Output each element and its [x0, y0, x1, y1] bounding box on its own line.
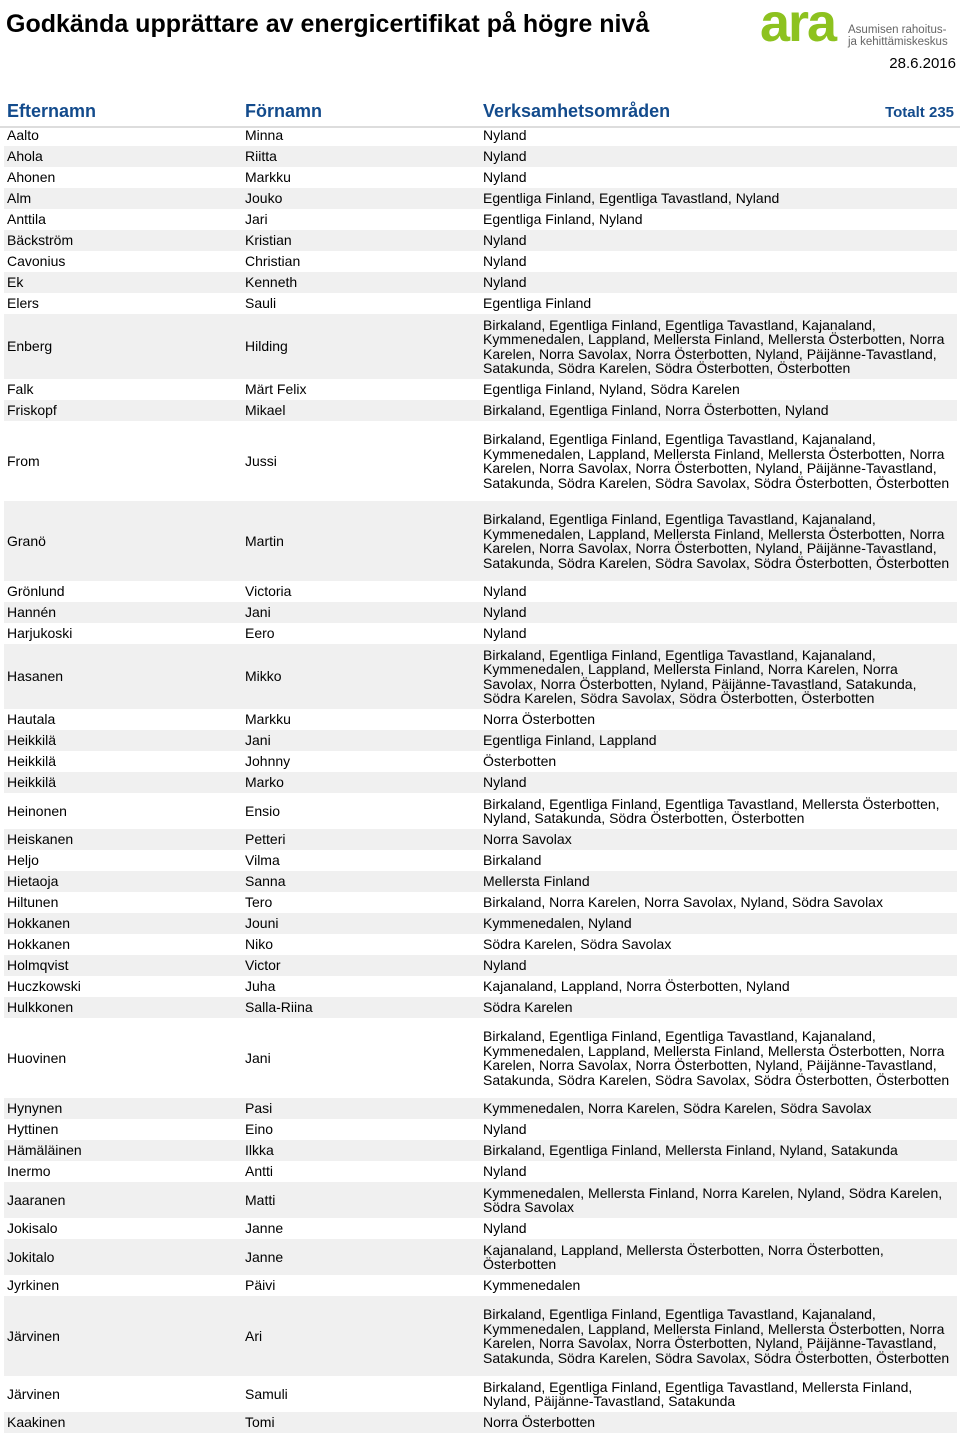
lastname-cell: Jyrkinen [7, 1277, 60, 1294]
table-row [4, 751, 957, 772]
areas-cell: Kymmenedalen, Norra Karelen, Södra Karelen, Södra Savolax [483, 1100, 872, 1117]
firstname-cell: Martin [245, 532, 284, 549]
firstname-cell: Tomi [245, 1414, 275, 1431]
areas-cell: Nyland [483, 625, 527, 642]
table-row [4, 1218, 957, 1239]
areas-cell: Birkaland, Egentliga Finland, Norra Österbotten, Nyland [483, 402, 829, 419]
firstname-cell: Tero [245, 894, 273, 911]
lastname-cell: Bäckström [7, 232, 74, 249]
areas-cell: Birkaland, Norra Karelen, Norra Savolax, Nyland, Södra Savolax [483, 894, 883, 911]
table-row [4, 772, 957, 793]
table-row [4, 293, 957, 314]
areas-cell: Egentliga Finland, Egentliga Tavastland, Nyland [483, 190, 780, 207]
table-row [4, 793, 957, 829]
table-row [4, 1376, 957, 1412]
table-row [4, 829, 957, 850]
firstname-cell: Jani [245, 732, 271, 749]
firstname-cell: Johnny [245, 753, 291, 770]
areas-cell: Kymmenedalen, Nyland [483, 915, 632, 932]
table-row [4, 251, 957, 272]
table-row [4, 167, 957, 188]
lastname-cell: Hiltunen [7, 894, 59, 911]
areas-cell: Nyland [483, 774, 527, 791]
lastname-cell: Ahonen [7, 169, 56, 186]
lastname-cell: Hulkkonen [7, 999, 74, 1016]
firstname-cell: Niko [245, 936, 274, 953]
table-header [0, 98, 960, 128]
document-date: 28.6.2016 [889, 55, 956, 72]
areas-cell: Egentliga Finland, Lappland [483, 732, 657, 749]
table-row [4, 379, 957, 400]
firstname-cell: Märt Felix [245, 381, 307, 398]
table-row [4, 871, 957, 892]
table-row [4, 1161, 957, 1182]
table-row [4, 1275, 957, 1296]
firstname-cell: Janne [245, 1220, 284, 1237]
table-row [4, 1098, 957, 1119]
table-row [4, 1119, 957, 1140]
lastname-cell: Järvinen [7, 1327, 60, 1344]
lastname-cell: Hokkanen [7, 936, 71, 953]
firstname-cell: Victoria [245, 583, 292, 600]
areas-cell: Egentliga Finland [483, 295, 592, 312]
areas-cell: Kymmenedalen, Mellersta Finland, Norra Karelen, Nyland, Södra Karelen, Södra Savolax [483, 1184, 943, 1215]
areas-cell: Birkaland, Egentliga Finland, Egentliga Tavastland, Mellersta Finland, Nyland, Päijänne-Tavastland, Satakunda [483, 1378, 913, 1409]
areas-cell: Birkaland, Egentliga Finland, Mellersta Finland, Nyland, Satakunda [483, 1142, 898, 1159]
areas-cell: Birkaland, Egentliga Finland, Egentliga Tavastland, Kajanaland, Kymmenedalen, Lappland, Mellersta Finland, Mellersta Österbotten, Norra Karelen, Norra Savolax, Norra Österbotten, Nyland, Päijänne-Tavastland, Satakunda, Södra Karelen, Södra Savolax, Södra Österbotten, Österbotten [483, 1306, 950, 1366]
lastname-cell: Hyttinen [7, 1121, 59, 1138]
lastname-cell: Holmqvist [7, 957, 69, 974]
lastname-cell: Huczkowski [7, 978, 81, 995]
lastname-cell: Cavonius [7, 253, 66, 270]
lastname-cell: Jokisalo [7, 1220, 58, 1237]
firstname-cell: Victor [245, 957, 281, 974]
table-row [4, 850, 957, 871]
table-row [4, 421, 957, 501]
table-body [4, 125, 957, 1433]
lastname-cell: Hokkanen [7, 915, 71, 932]
lastname-cell: From [7, 452, 40, 469]
firstname-cell: Marko [245, 774, 284, 791]
areas-cell: Södra Karelen, Södra Savolax [483, 936, 672, 953]
lastname-cell: Enberg [7, 338, 53, 355]
areas-cell: Egentliga Finland, Nyland, Södra Karelen [483, 381, 740, 398]
firstname-cell: Minna [245, 127, 284, 144]
table-row [4, 501, 957, 581]
firstname-cell: Eero [245, 625, 275, 642]
areas-cell: Birkaland, Egentliga Finland, Egentliga Tavastland, Kajanaland, Kymmenedalen, Lappland, Mellersta Finland, Mellersta Österbotten, Norra Karelen, Norra Savolax, Norra Österbotten, Nyland, Päijänne-Tavastland, Satakunda, Södra Karelen, Södra Savolax, Södra Österbotten, Österbotten [483, 511, 950, 571]
firstname-cell: Jani [245, 1049, 271, 1066]
lastname-cell: Falk [7, 381, 34, 398]
areas-cell: Birkaland, Egentliga Finland, Egentliga Tavastland, Kajanaland, Kymmenedalen, Lappland, Mellersta Finland, Mellersta Österbotten, Norra Karelen, Norra Savolax, Norra Österbotten, Nyland, Päijänne-Tavastland, Satakunda, Södra Karelen, Södra Savolax, Södra Österbotten, Österbotten [483, 431, 950, 491]
lastname-cell: Hietaoja [7, 873, 59, 890]
areas-cell: Norra Savolax [483, 831, 572, 848]
lastname-cell: Hannén [7, 604, 57, 621]
areas-cell: Birkaland, Egentliga Finland, Egentliga Tavastland, Mellersta Österbotten, Nyland, Satakunda, Södra Österbotten, Österbotten [483, 795, 940, 826]
lastname-cell: Grönlund [7, 583, 65, 600]
firstname-cell: Petteri [245, 831, 286, 848]
header-firstname: Förnamn [245, 101, 323, 121]
lastname-cell: Ahola [7, 148, 43, 165]
firstname-cell: Kenneth [245, 274, 298, 291]
table-row [4, 1239, 957, 1275]
logo-wordmark: ara [760, 0, 836, 53]
lastname-cell: Hautala [7, 711, 56, 728]
areas-cell: Birkaland [483, 852, 542, 869]
firstname-cell: Markku [245, 169, 291, 186]
table-row [4, 209, 957, 230]
table-row [4, 1140, 957, 1161]
lastname-cell: Heinonen [7, 802, 67, 819]
areas-cell: Mellersta Finland [483, 873, 590, 890]
lastname-cell: Anttila [7, 211, 46, 228]
table-row [4, 955, 957, 976]
firstname-cell: Janne [245, 1248, 284, 1265]
lastname-cell: Heikkilä [7, 774, 57, 791]
firstname-cell: Mikael [245, 402, 286, 419]
table-row [4, 602, 957, 623]
table-row [4, 314, 957, 379]
firstname-cell: Ensio [245, 802, 281, 819]
areas-cell: Nyland [483, 957, 527, 974]
table-row [4, 1296, 957, 1376]
areas-cell: Nyland [483, 274, 527, 291]
lastname-cell: Alm [7, 190, 32, 207]
areas-cell: Birkaland, Egentliga Finland, Egentliga Tavastland, Kajanaland, Kymmenedalen, Lappland, Mellersta Finland, Mellersta Österbotten, Norra Karelen, Norra Savolax, Norra Österbotten, Nyland, Päijänne-Tavastland, Satakunda, Södra Karelen, Södra Savolax, Södra Österbotten, Österbotten [483, 1028, 950, 1088]
table-row [4, 913, 957, 934]
firstname-cell: Jussi [245, 452, 277, 469]
firstname-cell: Jari [245, 211, 268, 228]
table-row [4, 623, 957, 644]
firstname-cell: Markku [245, 711, 291, 728]
table-row [4, 644, 957, 709]
lastname-cell: Kaakinen [7, 1414, 66, 1431]
firstname-cell: Jouko [245, 190, 283, 207]
lastname-cell: Huovinen [7, 1049, 67, 1066]
table-row [4, 976, 957, 997]
lastname-cell: Aalto [7, 127, 39, 144]
table-row [4, 730, 957, 751]
lastname-cell: Friskopf [7, 402, 57, 419]
firstname-cell: Jouni [245, 915, 279, 932]
table-row [4, 581, 957, 602]
firstname-cell: Ilkka [245, 1142, 274, 1159]
areas-cell: Birkaland, Egentliga Finland, Egentliga Tavastland, Kajanaland, Kymmenedalen, Lappland, Mellersta Finland, Mellersta Österbotten, Norra Karelen, Norra Savolax, Norra Österbotten, Nyland, Päijänne-Tavastland, Satakunda, Södra Karelen, Södra Österbotten, Österbotten [483, 316, 945, 376]
areas-cell: Nyland [483, 253, 527, 270]
firstname-cell: Samuli [245, 1385, 288, 1402]
firstname-cell: Christian [245, 253, 301, 270]
areas-cell: Södra Karelen [483, 999, 573, 1016]
firstname-cell: Päivi [245, 1277, 276, 1294]
header-areas: Verksamhetsområden [483, 101, 671, 121]
table-row [4, 400, 957, 421]
areas-cell: Österbotten [483, 753, 557, 770]
lastname-cell: Heikkilä [7, 753, 57, 770]
table-row [4, 188, 957, 209]
firstname-cell: Riitta [245, 148, 277, 165]
areas-cell: Kajanaland, Lappland, Mellersta Österbotten, Norra Österbotten, Österbotten [483, 1241, 884, 1272]
table-row [4, 1018, 957, 1098]
header-lastname: Efternamn [7, 101, 97, 121]
firstname-cell: Mikko [245, 668, 282, 685]
lastname-cell: Ek [7, 274, 24, 291]
table-row [4, 1182, 957, 1218]
lastname-cell: Inermo [7, 1163, 51, 1180]
firstname-cell: Hilding [245, 338, 288, 355]
areas-cell: Nyland [483, 169, 527, 186]
firstname-cell: Eino [245, 1121, 274, 1138]
areas-cell: Nyland [483, 604, 527, 621]
lastname-cell: Järvinen [7, 1385, 60, 1402]
ara-logo [760, 2, 955, 52]
lastname-cell: Hynynen [7, 1100, 63, 1117]
firstname-cell: Jani [245, 604, 271, 621]
areas-cell: Kajanaland, Lappland, Norra Österbotten, Nyland [483, 978, 790, 995]
table-row [4, 230, 957, 251]
page-title: Godkända upprättare av energicertifikat på högre nivå [6, 10, 650, 38]
table-row [4, 709, 957, 730]
table-row [4, 1412, 957, 1433]
header-total: Totalt 235 [885, 104, 954, 121]
areas-cell: Norra Österbotten [483, 1414, 596, 1431]
firstname-cell: Sanna [245, 873, 286, 890]
lastname-cell: Heikkilä [7, 732, 57, 749]
areas-cell: Nyland [483, 232, 527, 249]
areas-cell: Birkaland, Egentliga Finland, Egentliga Tavastland, Kajanaland, Kymmenedalen, Lappland, Mellersta Finland, Norra Karelen, Norra Savolax, Norra Österbotten, Nyland, Päijänne-Tavastland, Satakunda, Södra Karelen, Södra Savolax, Södra Österbotten, Österbotten [483, 646, 917, 706]
areas-cell: Norra Österbotten [483, 711, 596, 728]
firstname-cell: Matti [245, 1191, 276, 1208]
lastname-cell: Harjukoski [7, 625, 73, 642]
firstname-cell: Kristian [245, 232, 292, 249]
areas-cell: Egentliga Finland, Nyland [483, 211, 643, 228]
areas-cell: Nyland [483, 148, 527, 165]
table-row [4, 146, 957, 167]
table-row [4, 125, 957, 146]
table-row [4, 892, 957, 913]
lastname-cell: Granö [7, 532, 46, 549]
areas-cell: Nyland [483, 583, 527, 600]
areas-cell: Nyland [483, 1163, 527, 1180]
firstname-cell: Salla-Riina [245, 999, 313, 1016]
table-row [4, 934, 957, 955]
lastname-cell: Jokitalo [7, 1248, 55, 1265]
lastname-cell: Heiskanen [7, 831, 74, 848]
table-row [4, 997, 957, 1018]
areas-cell: Kymmenedalen [483, 1277, 581, 1294]
firstname-cell: Antti [245, 1163, 274, 1180]
firstname-cell: Vilma [245, 852, 280, 869]
areas-cell: Nyland [483, 1220, 527, 1237]
firstname-cell: Ari [245, 1327, 263, 1344]
lastname-cell: Elers [7, 295, 39, 312]
lastname-cell: Heljo [7, 852, 39, 869]
lastname-cell: Jaaranen [7, 1191, 66, 1208]
logo-subtitle: Asumisen rahoitus- ja kehittämiskeskus [848, 24, 948, 48]
firstname-cell: Pasi [245, 1100, 273, 1117]
lastname-cell: Hasanen [7, 668, 64, 685]
lastname-cell: Hämäläinen [7, 1142, 82, 1159]
areas-cell: Nyland [483, 1121, 527, 1138]
areas-cell: Nyland [483, 127, 527, 144]
table-row [4, 272, 957, 293]
firstname-cell: Juha [245, 978, 276, 995]
firstname-cell: Sauli [245, 295, 277, 312]
